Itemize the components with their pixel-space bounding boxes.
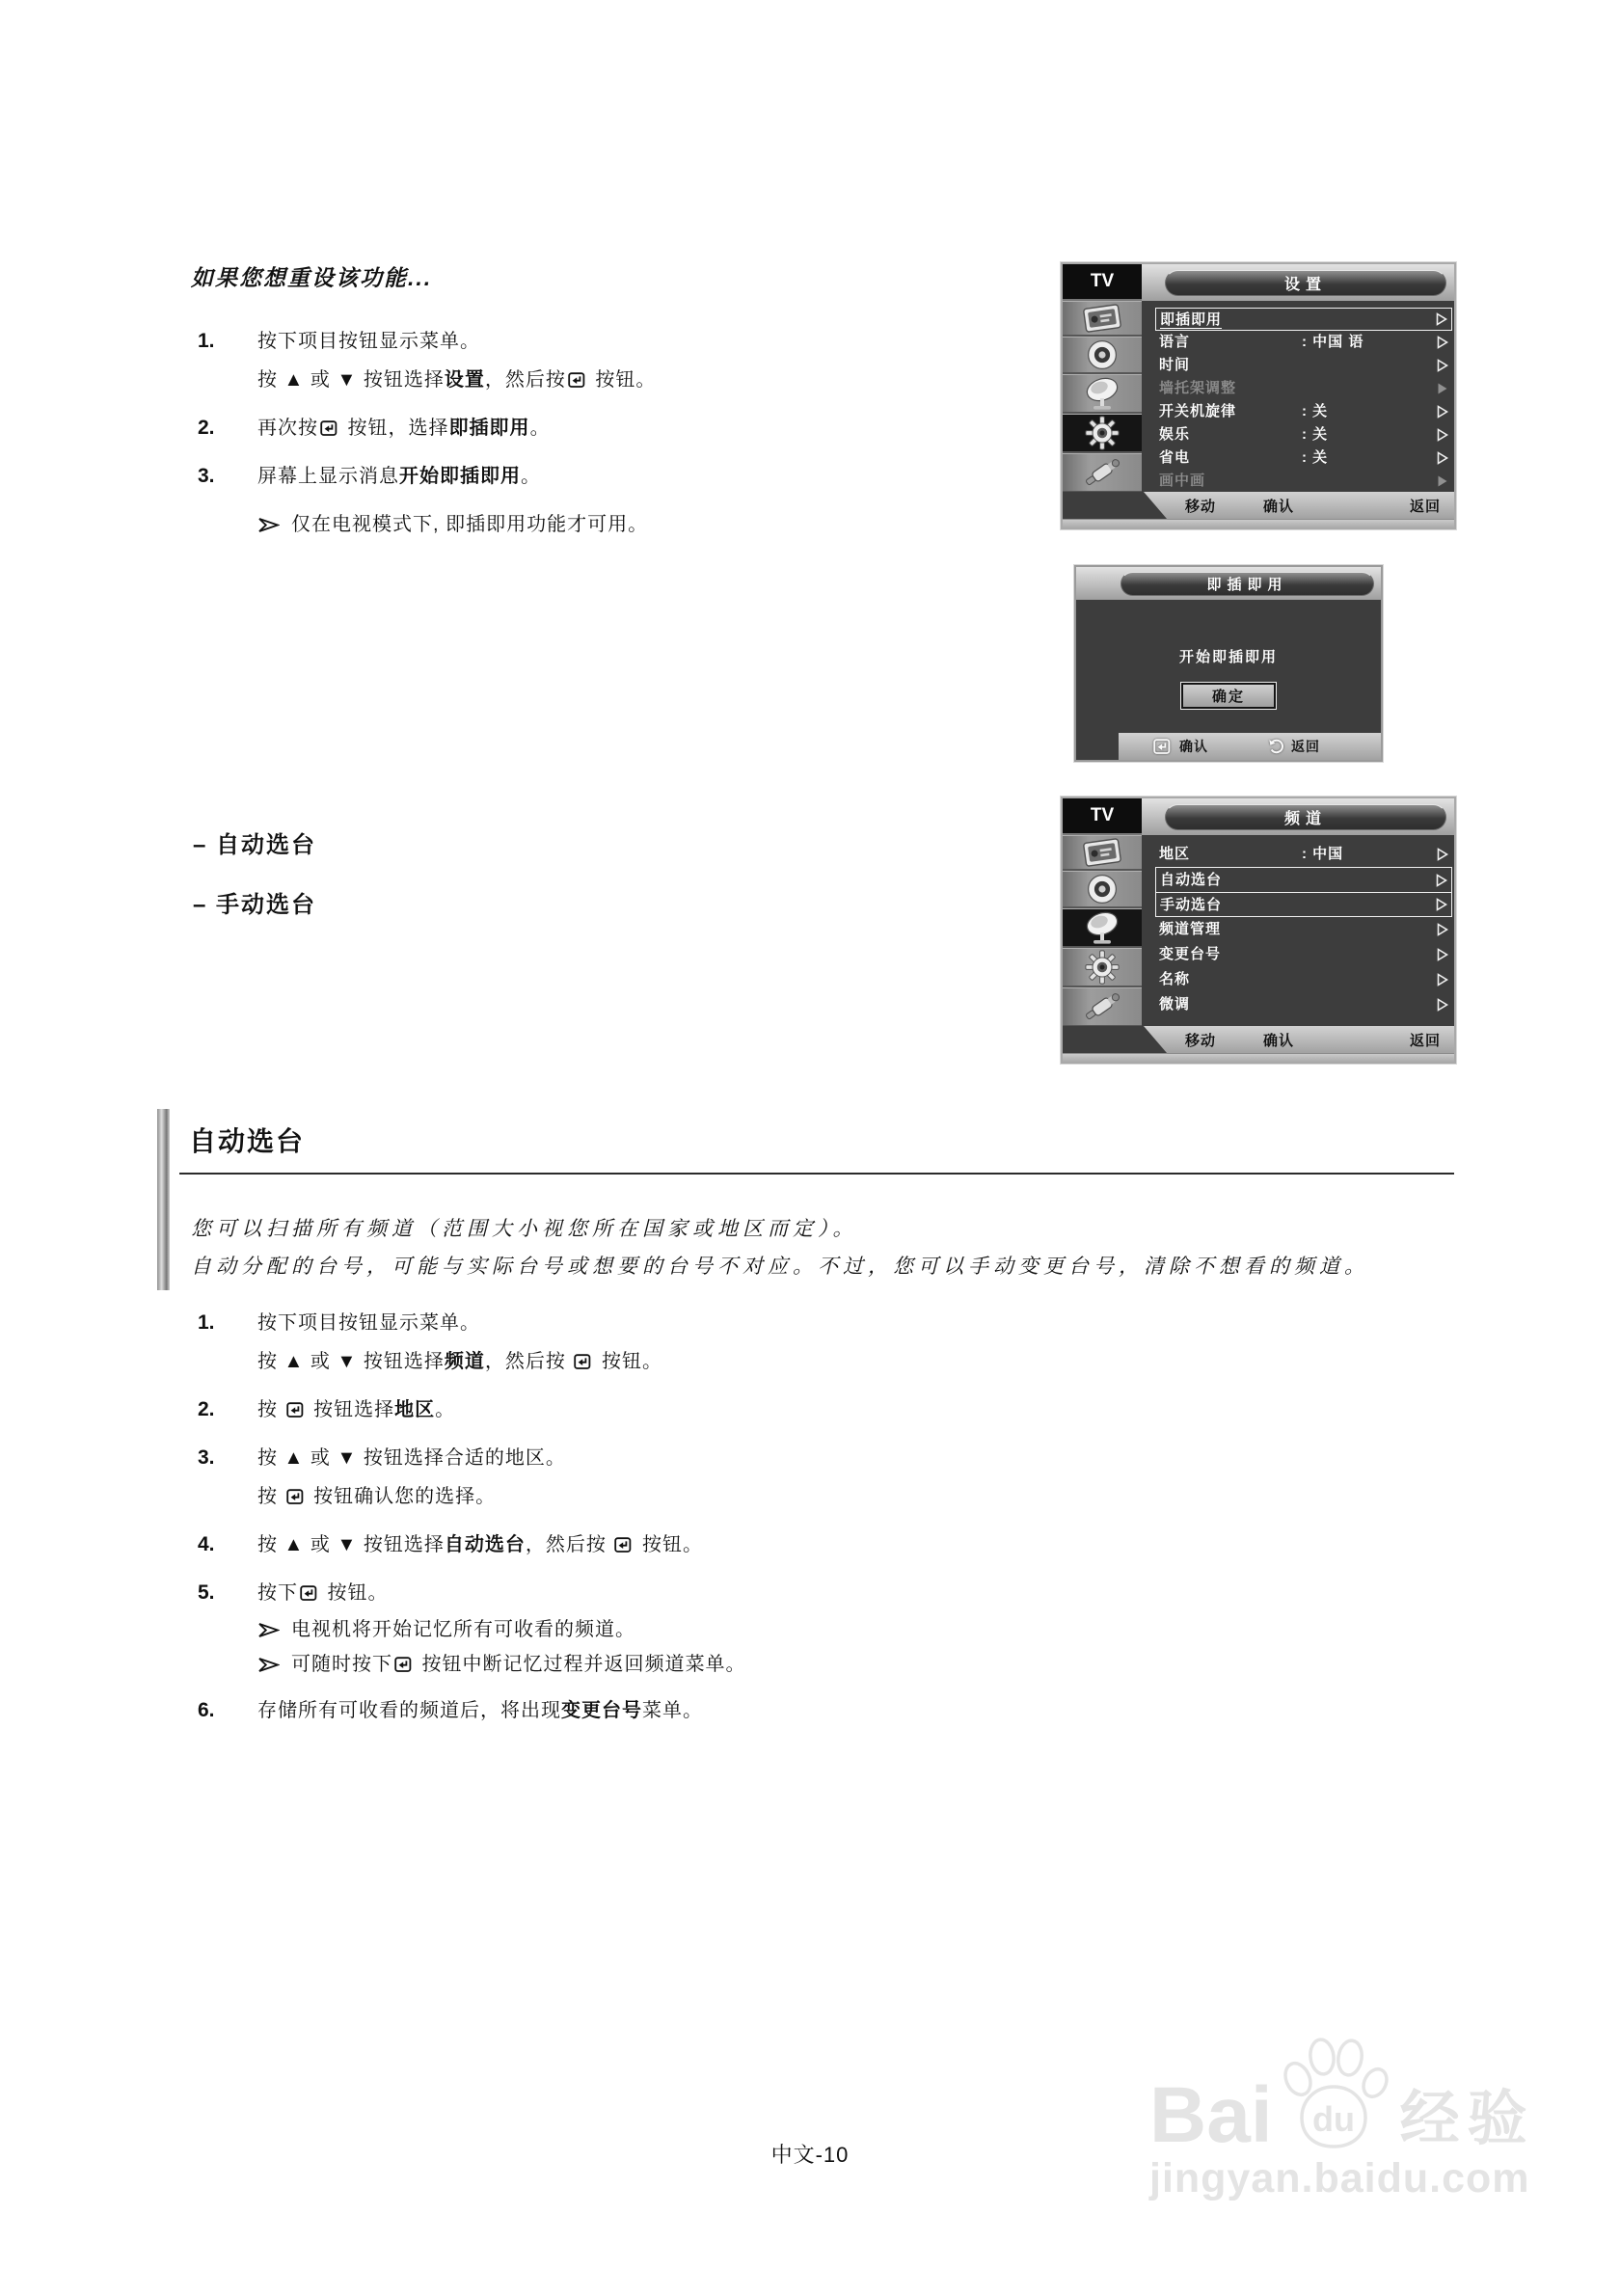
- section-accent-bar: [157, 1109, 170, 1290]
- step-number: 3.: [198, 1446, 215, 1469]
- menu-list: [1142, 835, 1454, 1026]
- menu-item: [1155, 354, 1452, 377]
- menu-item: [1155, 331, 1452, 354]
- menu-item-label: 时间: [1159, 357, 1191, 373]
- text-segment: 按钮选择: [307, 1399, 395, 1420]
- note-line: [257, 1612, 1210, 1647]
- enter-icon: [1153, 739, 1173, 755]
- sidebar-picture-icon: [1063, 835, 1142, 871]
- enter-icon: [614, 1537, 634, 1553]
- text-segment: 按下项目按钮显示菜单。: [257, 331, 480, 352]
- enter-icon: [394, 1657, 414, 1673]
- text-segment: 设置: [444, 369, 485, 391]
- text-segment: ，然后按: [484, 1351, 573, 1372]
- text-segment: 。: [435, 1399, 456, 1420]
- note-arrow-icon: [257, 1657, 280, 1673]
- menu-item-label: 娱乐: [1159, 426, 1191, 443]
- confirm-hint: 确认: [1263, 1032, 1295, 1049]
- menu-item-label: 即插即用: [1160, 311, 1223, 328]
- text-segment: 即插即用: [448, 418, 530, 439]
- page-number: 中文-10: [770, 2143, 850, 2167]
- step-number: 1.: [198, 330, 215, 352]
- sidebar-gear-icon: [1063, 948, 1142, 987]
- step-number: 3.: [198, 465, 215, 487]
- plug-play-dialog-screenshot: [1074, 565, 1383, 762]
- menu-item: [1155, 892, 1452, 917]
- menu-item-value: : 关: [1302, 403, 1329, 419]
- arrow-outline-icon: [1437, 359, 1448, 372]
- text-segment: 。: [529, 418, 551, 439]
- step-line: [257, 1477, 1210, 1516]
- sidebar-gear-icon: [1063, 414, 1142, 453]
- auto-tune-step-list: [198, 1304, 1210, 1740]
- text-segment: ，然后按: [484, 369, 566, 391]
- arrow-filled-icon: [1437, 382, 1448, 395]
- menu-item: [1155, 867, 1452, 892]
- instruction-step: [198, 1526, 1210, 1564]
- enter-icon: [568, 372, 587, 389]
- arrow-outline-icon: [1437, 336, 1448, 349]
- step-number: 2.: [198, 1398, 215, 1420]
- text-segment: 按钮。: [588, 369, 657, 391]
- menu-item-label: 手动选台: [1160, 897, 1223, 913]
- text-segment: 按下项目按钮显示菜单。: [257, 1312, 480, 1334]
- enter-icon: [286, 1489, 306, 1505]
- dialog-title-text: 即插即用: [1206, 576, 1288, 593]
- menu-item-value: : 关: [1302, 449, 1329, 466]
- text-segment: 屏幕上显示消息: [257, 466, 399, 487]
- dialog-footer: [1076, 733, 1381, 760]
- menu-footer: [1063, 492, 1454, 519]
- return-icon: [1268, 739, 1284, 754]
- instruction-step: [198, 1391, 1210, 1429]
- watermark: [1149, 2037, 1535, 2202]
- menu-item: [1155, 942, 1452, 967]
- step-number: 2.: [198, 417, 215, 439]
- menu-item-label: 自动选台: [1160, 872, 1223, 888]
- text-segment: 再次按: [257, 418, 318, 439]
- step-number: 1.: [198, 1311, 215, 1334]
- menu-item: [1155, 917, 1452, 942]
- sidebar-av-input-icon: [1063, 987, 1142, 1027]
- section-title: 自动选台: [189, 1126, 306, 1156]
- step-line: [257, 1342, 1210, 1381]
- text-segment: ，然后按: [525, 1534, 613, 1555]
- step-number: 6.: [198, 1699, 215, 1721]
- menu-item-label: 微调: [1159, 996, 1191, 1013]
- arrow-outline-icon: [1437, 973, 1448, 986]
- menu-sidebar: [1063, 835, 1142, 1026]
- text-segment: 仅在电视模式下, 即插即用功能才可用。: [291, 514, 649, 535]
- menu-title-bar: [1142, 264, 1454, 301]
- step-line: [257, 1304, 1210, 1342]
- menu-footer: [1063, 1026, 1454, 1053]
- step-number: 5.: [198, 1581, 215, 1604]
- text-segment: 按 ▲ 或 ▼ 按钮选择合适的地区。: [257, 1447, 566, 1469]
- arrow-outline-icon: [1437, 428, 1448, 442]
- instruction-step: [198, 1304, 1210, 1381]
- enter-icon: [320, 420, 339, 437]
- text-segment: 开始即插即用: [399, 466, 521, 487]
- menu-item-label: 变更台号: [1159, 946, 1222, 962]
- menu-item-label: 墙托架调整: [1159, 380, 1237, 396]
- menu-item: [1155, 992, 1452, 1017]
- text-segment: 按: [257, 1486, 284, 1507]
- menu-item-value: : 中国 语: [1302, 334, 1364, 350]
- back-hint: 返回: [1268, 737, 1320, 756]
- text-segment: 频道: [444, 1351, 485, 1372]
- tv-osd-menu: [1061, 262, 1456, 529]
- step-line: [257, 1391, 1210, 1429]
- arrow-outline-icon: [1437, 405, 1448, 419]
- menu-title: 频道: [1165, 804, 1446, 830]
- sidebar-speaker-icon: [1063, 337, 1142, 374]
- menu-item: [1155, 400, 1452, 423]
- tv-mode-label: TV: [1063, 264, 1142, 301]
- menu-item-label: 画中画: [1159, 473, 1206, 489]
- text-segment: 菜单。: [642, 1700, 703, 1721]
- menu-item-label: 频道管理: [1159, 921, 1222, 937]
- watermark-url: jingyan.baidu.com: [1149, 2155, 1530, 2201]
- menu-header: [1063, 798, 1454, 835]
- watermark-du: du: [1311, 2099, 1355, 2139]
- text-segment: 可随时按下: [291, 1654, 392, 1675]
- watermark-brand: Bai: [1149, 2071, 1273, 2160]
- text-segment: 按钮中断记忆过程并返回: [416, 1654, 645, 1675]
- menu-item: [1155, 377, 1452, 400]
- bullet-manual-tune: – 手动选台: [193, 892, 317, 918]
- menu-item: [1155, 842, 1452, 867]
- back-hint: 返回: [1409, 1032, 1441, 1049]
- sidebar-av-input-icon: [1063, 453, 1142, 493]
- dialog-body: [1076, 600, 1381, 733]
- intro-heading: 如果您想重设该功能...: [191, 265, 433, 290]
- note-arrow-icon: [257, 1622, 280, 1638]
- menu-sidebar: [1063, 301, 1142, 492]
- menu-item: [1155, 967, 1452, 992]
- arrow-outline-icon: [1437, 451, 1448, 465]
- arrow-outline-icon: [1436, 874, 1447, 887]
- menu-item: [1155, 308, 1452, 331]
- instruction-step: [198, 322, 1210, 399]
- step-number: 4.: [198, 1533, 215, 1555]
- section-description-line2: 自动分配的台号，可能与实际台号或想要的台号不对应。不过，您可以手动变更台号，清除不想看的频道。: [191, 1256, 1369, 1278]
- text-segment: 按钮确认您的选择。: [307, 1486, 497, 1507]
- paw-icon: [1277, 2037, 1390, 2159]
- text-segment: 变更台号: [561, 1700, 642, 1721]
- confirm-hint: 确认: [1263, 498, 1295, 515]
- text-segment: 按下: [257, 1582, 298, 1604]
- tv-mode-label: TV: [1063, 798, 1142, 835]
- arrow-outline-icon: [1437, 923, 1448, 936]
- instruction-step: [198, 457, 1210, 542]
- note-line: [257, 1647, 1210, 1682]
- menu-list: [1142, 301, 1454, 492]
- text-segment: 按 ▲ 或 ▼ 按钮选择: [257, 369, 445, 391]
- text-segment: 。: [521, 466, 541, 487]
- confirm-hint: 确认: [1153, 737, 1208, 756]
- menu-title: 设置: [1165, 270, 1446, 296]
- menu-item-label: 名称: [1159, 971, 1191, 987]
- instruction-step: [198, 1439, 1210, 1516]
- menu-item: [1155, 423, 1452, 446]
- menu-title-bar: [1142, 798, 1454, 835]
- channel-menu-screenshot: [1061, 797, 1456, 1064]
- note-arrow-icon: [257, 517, 280, 533]
- menu-item-value: : 关: [1302, 426, 1329, 443]
- text-segment: 按钮。: [595, 1351, 662, 1372]
- back-hint: 返回: [1409, 498, 1441, 515]
- instruction-step: [198, 1574, 1210, 1682]
- text-segment: 按钮。: [321, 1582, 389, 1604]
- menu-item-label: 语言: [1159, 334, 1191, 350]
- move-hint: 移动: [1185, 498, 1217, 515]
- intro-step-list: [198, 322, 1210, 552]
- menu-bottom-strip: [1063, 519, 1454, 527]
- enter-icon: [300, 1585, 319, 1602]
- sidebar-speaker-icon: [1063, 871, 1142, 908]
- instruction-step: [198, 1691, 1210, 1730]
- text-segment: 按: [257, 1399, 284, 1420]
- sidebar-picture-icon: [1063, 301, 1142, 337]
- move-hint: 移动: [1185, 1032, 1217, 1049]
- settings-menu-screenshot: [1061, 262, 1456, 529]
- arrow-outline-icon: [1437, 848, 1448, 861]
- text-segment: 按 ▲ 或 ▼ 按钮选择: [257, 1351, 445, 1372]
- text-segment: 地区: [394, 1399, 436, 1420]
- menu-item: [1155, 446, 1452, 470]
- section-divider: [179, 1173, 1454, 1175]
- arrow-outline-icon: [1436, 898, 1447, 911]
- arrow-outline-icon: [1437, 948, 1448, 961]
- text-segment: 按 ▲ 或 ▼ 按钮选择: [257, 1534, 445, 1555]
- menu-item-value: : 中国: [1302, 846, 1344, 862]
- text-segment: 电视机将开始记忆所有可收看的频道。: [291, 1619, 635, 1640]
- text-segment: 自动选台: [444, 1534, 526, 1555]
- tv-osd-menu: [1061, 797, 1456, 1064]
- text-segment: 存储所有可收看的频道后，将出现: [257, 1700, 561, 1721]
- step-line: [257, 1691, 1210, 1730]
- dialog-message: 开始即插即用: [1178, 649, 1278, 665]
- menu-item: [1155, 470, 1452, 493]
- watermark-brand-cn: 经验: [1399, 2086, 1535, 2152]
- text-segment: 频道: [644, 1654, 686, 1675]
- dialog-header: [1076, 567, 1381, 600]
- enter-icon: [286, 1402, 306, 1418]
- sidebar-satellite-icon: [1063, 908, 1142, 948]
- menu-header: [1063, 264, 1454, 301]
- text-segment: 按钮，选择: [341, 418, 449, 439]
- sidebar-satellite-icon: [1063, 374, 1142, 414]
- step-line: [257, 1526, 1210, 1564]
- text-segment: 菜单。: [685, 1654, 746, 1675]
- menu-bottom-strip: [1063, 1053, 1454, 1062]
- dialog-title: [1120, 572, 1374, 596]
- section-description-line1: 您可以扫描所有频道（范围大小视您所在国家或地区而定）。: [191, 1218, 858, 1240]
- step-line: [257, 1439, 1210, 1477]
- bullet-auto-tune: – 自动选台: [193, 832, 317, 858]
- instruction-step: [198, 409, 1210, 447]
- ok-button: 确定: [1181, 683, 1276, 709]
- enter-icon: [574, 1354, 593, 1370]
- text-segment: 按钮。: [635, 1534, 703, 1555]
- menu-item-label: 地区: [1159, 846, 1191, 862]
- menu-item-label: 开关机旋律: [1159, 403, 1237, 419]
- arrow-outline-icon: [1437, 998, 1448, 1012]
- arrow-filled-icon: [1437, 474, 1448, 488]
- menu-item-label: 省电: [1159, 449, 1191, 466]
- arrow-outline-icon: [1436, 312, 1447, 326]
- step-line: [257, 1574, 1210, 1612]
